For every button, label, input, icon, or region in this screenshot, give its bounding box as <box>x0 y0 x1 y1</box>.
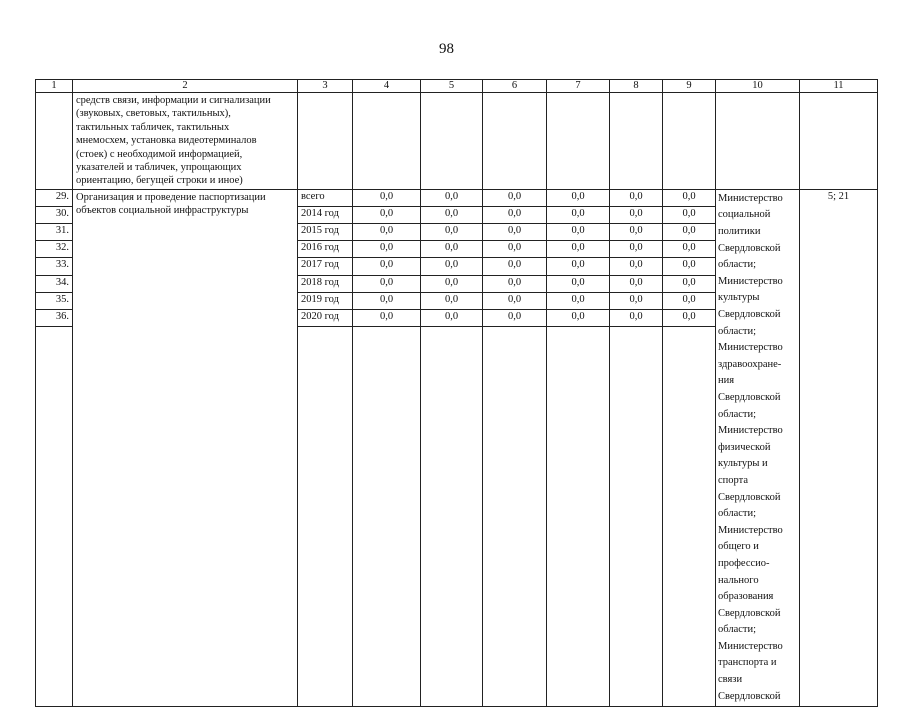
value-cell: 0,0 <box>421 258 483 275</box>
text-line: Свердловской <box>718 242 781 254</box>
value-cell: 0,0 <box>353 292 421 309</box>
text-line: средств связи, информации и сигнализации <box>76 95 271 106</box>
text-line: Свердловской <box>718 491 781 503</box>
value-cell: 0,0 <box>663 224 716 241</box>
empty-cell <box>663 93 716 190</box>
text-line: политики <box>718 226 761 238</box>
empty-cell <box>547 93 610 190</box>
text-line: указателей и табличек, упрощающих <box>76 162 242 174</box>
responsible-executors <box>716 189 800 706</box>
text-line: (стоек) с необходимой информацией, <box>76 148 243 160</box>
text-line: Свердловской <box>718 607 781 619</box>
value-cell: 0,0 <box>483 275 547 292</box>
value-cell: 0,0 <box>483 224 547 241</box>
text-line: области; <box>718 325 757 337</box>
text-line: Министерство <box>718 275 783 287</box>
text-line: социальной <box>718 209 771 221</box>
column-header: 11 <box>800 80 878 93</box>
column-header: 10 <box>716 80 800 93</box>
empty-cell <box>353 327 421 707</box>
text-line: Организация и проведение паспортизации <box>76 191 266 203</box>
text-line: Свердловской <box>718 391 781 403</box>
empty-cell <box>663 327 716 707</box>
text-line: транспорта и <box>718 657 777 669</box>
text-line: Свердловской <box>718 309 781 320</box>
value-cell: 0,0 <box>663 189 716 206</box>
column-header: 1 <box>36 80 73 93</box>
empty-cell <box>716 93 800 190</box>
value-cell: 0,0 <box>421 275 483 292</box>
value-cell: 0,0 <box>610 189 663 206</box>
column-header: 5 <box>421 80 483 93</box>
text-line: мнемосхем, установка видеотерминалов <box>76 135 257 147</box>
empty-cell <box>298 93 353 190</box>
value-cell: 0,0 <box>483 309 547 326</box>
value-cell: 0,0 <box>547 189 610 206</box>
empty-cell <box>36 327 73 707</box>
value-cell: 0,0 <box>547 258 610 275</box>
text-line: ориентацию, бегущей строки и иное) <box>76 175 243 187</box>
empty-cell <box>483 327 547 707</box>
value-cell: 0,0 <box>353 189 421 206</box>
row-number: 31. <box>36 224 73 241</box>
period-cell: 2019 год <box>298 292 353 309</box>
text-line: Министерство <box>718 425 783 437</box>
period-cell: 2020 год <box>298 309 353 326</box>
period-cell: 2014 год <box>298 207 353 224</box>
text-line: культуры <box>718 292 760 304</box>
value-cell: 0,0 <box>547 241 610 258</box>
text-line: физической <box>718 441 771 453</box>
value-cell: 0,0 <box>610 224 663 241</box>
row-number: 35. <box>36 292 73 309</box>
row-number: 33. <box>36 258 73 275</box>
empty-cell <box>298 327 353 707</box>
row-number: 30. <box>36 207 73 224</box>
text-line: общего и <box>718 541 759 553</box>
value-cell: 0,0 <box>610 207 663 224</box>
column-header: 4 <box>353 80 421 93</box>
value-cell: 0,0 <box>547 224 610 241</box>
value-cell: 0,0 <box>353 207 421 224</box>
empty-cell <box>800 93 878 190</box>
value-cell: 0,0 <box>421 207 483 224</box>
value-cell: 0,0 <box>421 224 483 241</box>
value-cell: 0,0 <box>421 309 483 326</box>
value-cell: 0,0 <box>483 189 547 206</box>
empty-cell <box>483 93 547 190</box>
period-cell: 2017 год <box>298 258 353 275</box>
row-number: 29. <box>36 189 73 206</box>
text-line: профессио- <box>718 557 770 569</box>
text-line: связи <box>718 674 743 686</box>
empty-cell <box>547 327 610 707</box>
text-line: Министерство <box>718 342 783 354</box>
value-cell: 0,0 <box>547 275 610 292</box>
target-indicator-refs: 5; 21 <box>800 189 878 706</box>
period-cell: всего <box>298 189 353 206</box>
value-cell: 0,0 <box>663 275 716 292</box>
value-cell: 0,0 <box>353 241 421 258</box>
value-cell: 0,0 <box>353 309 421 326</box>
value-cell: 0,0 <box>663 207 716 224</box>
value-cell: 0,0 <box>610 241 663 258</box>
column-header: 3 <box>298 80 353 93</box>
text-line: Министерство <box>718 640 783 652</box>
continuation-row <box>36 93 878 190</box>
row-number: 34. <box>36 275 73 292</box>
text-line: здравоохране- <box>718 358 782 370</box>
empty-cell <box>353 93 421 190</box>
value-cell: 0,0 <box>353 224 421 241</box>
row-number: 32. <box>36 241 73 258</box>
text-line: культуры и <box>718 458 768 470</box>
column-header: 9 <box>663 80 716 93</box>
table-row <box>36 189 878 206</box>
value-cell: 0,0 <box>353 275 421 292</box>
value-cell: 0,0 <box>547 309 610 326</box>
text-line: Свердловской <box>718 690 781 702</box>
value-cell: 0,0 <box>547 292 610 309</box>
text-line: области; <box>718 508 757 520</box>
value-cell: 0,0 <box>483 258 547 275</box>
text-line: Министерство <box>718 192 783 204</box>
period-cell: 2016 год <box>298 241 353 258</box>
text-line: ния <box>718 375 735 387</box>
row-number: 36. <box>36 309 73 326</box>
value-cell: 0,0 <box>610 275 663 292</box>
value-cell: 0,0 <box>663 241 716 258</box>
empty-cell <box>610 327 663 707</box>
text-line: области; <box>718 259 757 271</box>
value-cell: 0,0 <box>483 207 547 224</box>
value-cell: 0,0 <box>421 241 483 258</box>
text-line: Министерство <box>718 524 783 536</box>
value-cell: 0,0 <box>610 292 663 309</box>
value-cell: 0,0 <box>421 292 483 309</box>
text-line: объектов социальной инфраструктуры <box>76 204 249 216</box>
value-cell: 0,0 <box>663 258 716 275</box>
empty-cell <box>421 93 483 190</box>
text-line: области; <box>718 624 757 636</box>
text-line: тактильных табличек, тактильных <box>76 121 230 133</box>
column-number-row <box>36 80 878 93</box>
text-line: нального <box>718 574 759 586</box>
column-header: 2 <box>73 80 298 93</box>
value-cell: 0,0 <box>610 258 663 275</box>
empty-cell <box>36 93 73 190</box>
column-header: 8 <box>610 80 663 93</box>
text-line: (звуковых, световых, тактильных), <box>76 108 231 120</box>
column-header: 7 <box>547 80 610 93</box>
program-table <box>35 79 878 707</box>
empty-cell <box>610 93 663 190</box>
period-cell: 2018 год <box>298 275 353 292</box>
continuation-text <box>73 93 298 190</box>
value-cell: 0,0 <box>547 207 610 224</box>
text-line: образования <box>718 591 774 603</box>
empty-cell <box>421 327 483 707</box>
text-line: спорта <box>718 474 749 486</box>
period-cell: 2015 год <box>298 224 353 241</box>
column-header: 6 <box>483 80 547 93</box>
activity-name <box>73 189 298 706</box>
value-cell: 0,0 <box>353 258 421 275</box>
page-number: 98 <box>439 41 454 57</box>
value-cell: 0,0 <box>610 309 663 326</box>
value-cell: 0,0 <box>663 292 716 309</box>
value-cell: 0,0 <box>483 292 547 309</box>
text-line: области; <box>718 408 757 420</box>
value-cell: 0,0 <box>663 309 716 326</box>
value-cell: 0,0 <box>421 189 483 206</box>
value-cell: 0,0 <box>483 241 547 258</box>
